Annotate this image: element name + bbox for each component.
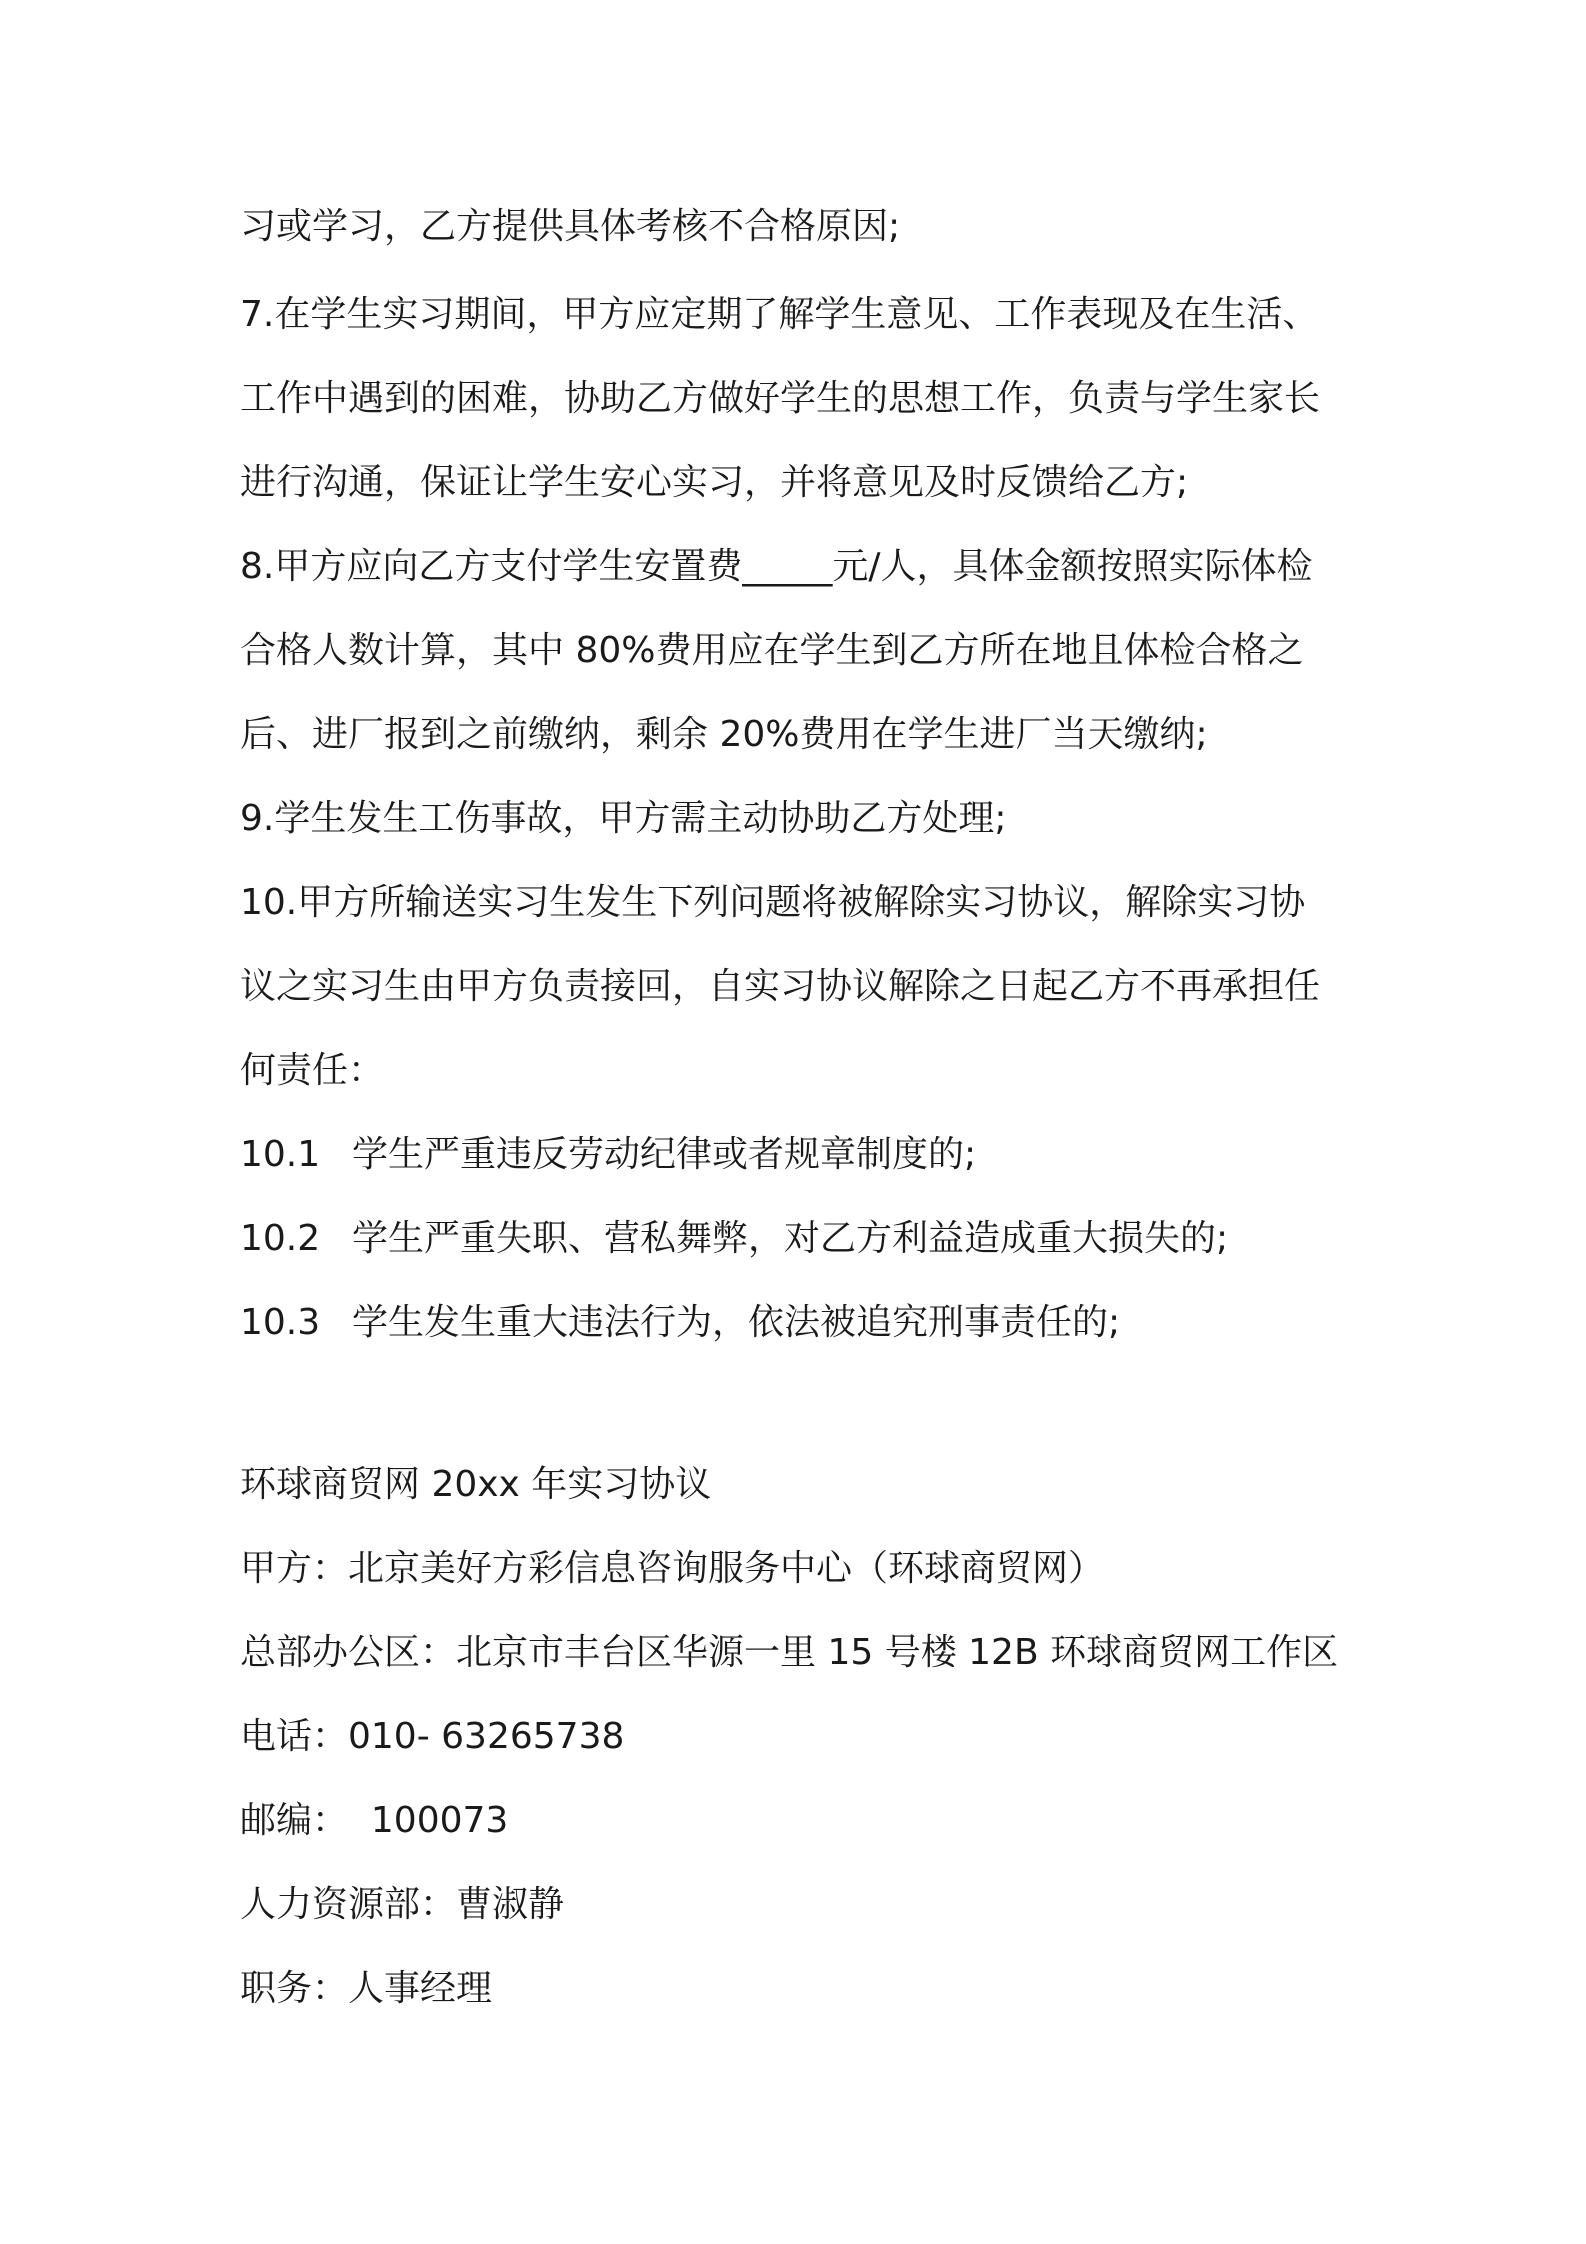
item-8-line-2: 合格人数计算，其中 80%费用应在学生到乙方所在地且体检合格之 <box>240 630 1304 671</box>
hr-department: 人力资源部：曹淑静 <box>240 1884 565 1925</box>
party-a: 甲方：北京美好方彩信息咨询服务中心（环球商贸网） <box>240 1548 1105 1589</box>
subitem-number: 10.2 <box>240 1218 321 1259</box>
subitem-10-3 <box>240 1298 1360 1348</box>
item-7-line-3: 进行沟通，保证让学生安心实习，并将意见及时反馈给乙方; <box>240 462 1189 503</box>
item-8-line-1: 8.甲方应向乙方支付学生安置费_____元/人，具体金额按照实际体检 <box>240 546 1313 587</box>
subitem-text: 学生严重失职、营私舞弊，对乙方利益造成重大损失的; <box>352 1218 1229 1259</box>
item-7-line-1: 7.在学生实习期间，甲方应定期了解学生意见、工作表现及在生活、 <box>240 294 1319 335</box>
position: 职务：人事经理 <box>240 1968 493 2009</box>
subitem-text: 学生严重违反劳动纪律或者规章制度的; <box>352 1134 977 1175</box>
subitem-number: 10.3 <box>240 1302 321 1343</box>
item-8-line-3: 后、进厂报到之前缴纳，剩余 20%费用在学生进厂当天缴纳; <box>240 714 1208 755</box>
phone: 电话：010- 63265738 <box>240 1716 625 1757</box>
item-9-line-1: 9.学生发生工伤事故，甲方需主动协助乙方处理; <box>240 798 1007 839</box>
subitem-10-1 <box>240 1130 1360 1180</box>
subitem-number: 10.1 <box>240 1134 321 1175</box>
item-10-line-3: 何责任： <box>240 1050 385 1091</box>
paragraph-line: 习或学习，乙方提供具体考核不合格原因; <box>240 206 901 247</box>
subitem-text: 学生发生重大违法行为，依法被追究刑事责任的; <box>352 1302 1121 1343</box>
footer-title: 环球商贸网 20xx 年实习协议 <box>240 1464 712 1505</box>
office-address: 总部办公区：北京市丰台区华源一里 15 号楼 12B 环球商贸网工作区 <box>240 1632 1339 1673</box>
postcode: 邮编： 100073 <box>240 1800 509 1841</box>
item-10-line-1: 10.甲方所输送实习生发生下列问题将被解除实习协议，解除实习协 <box>240 882 1306 923</box>
subitem-10-2 <box>240 1214 1360 1264</box>
item-7-line-2: 工作中遇到的困难，协助乙方做好学生的思想工作，负责与学生家长 <box>240 378 1321 419</box>
item-10-line-2: 议之实习生由甲方负责接回，自实习协议解除之日起乙方不再承担任 <box>240 966 1321 1007</box>
